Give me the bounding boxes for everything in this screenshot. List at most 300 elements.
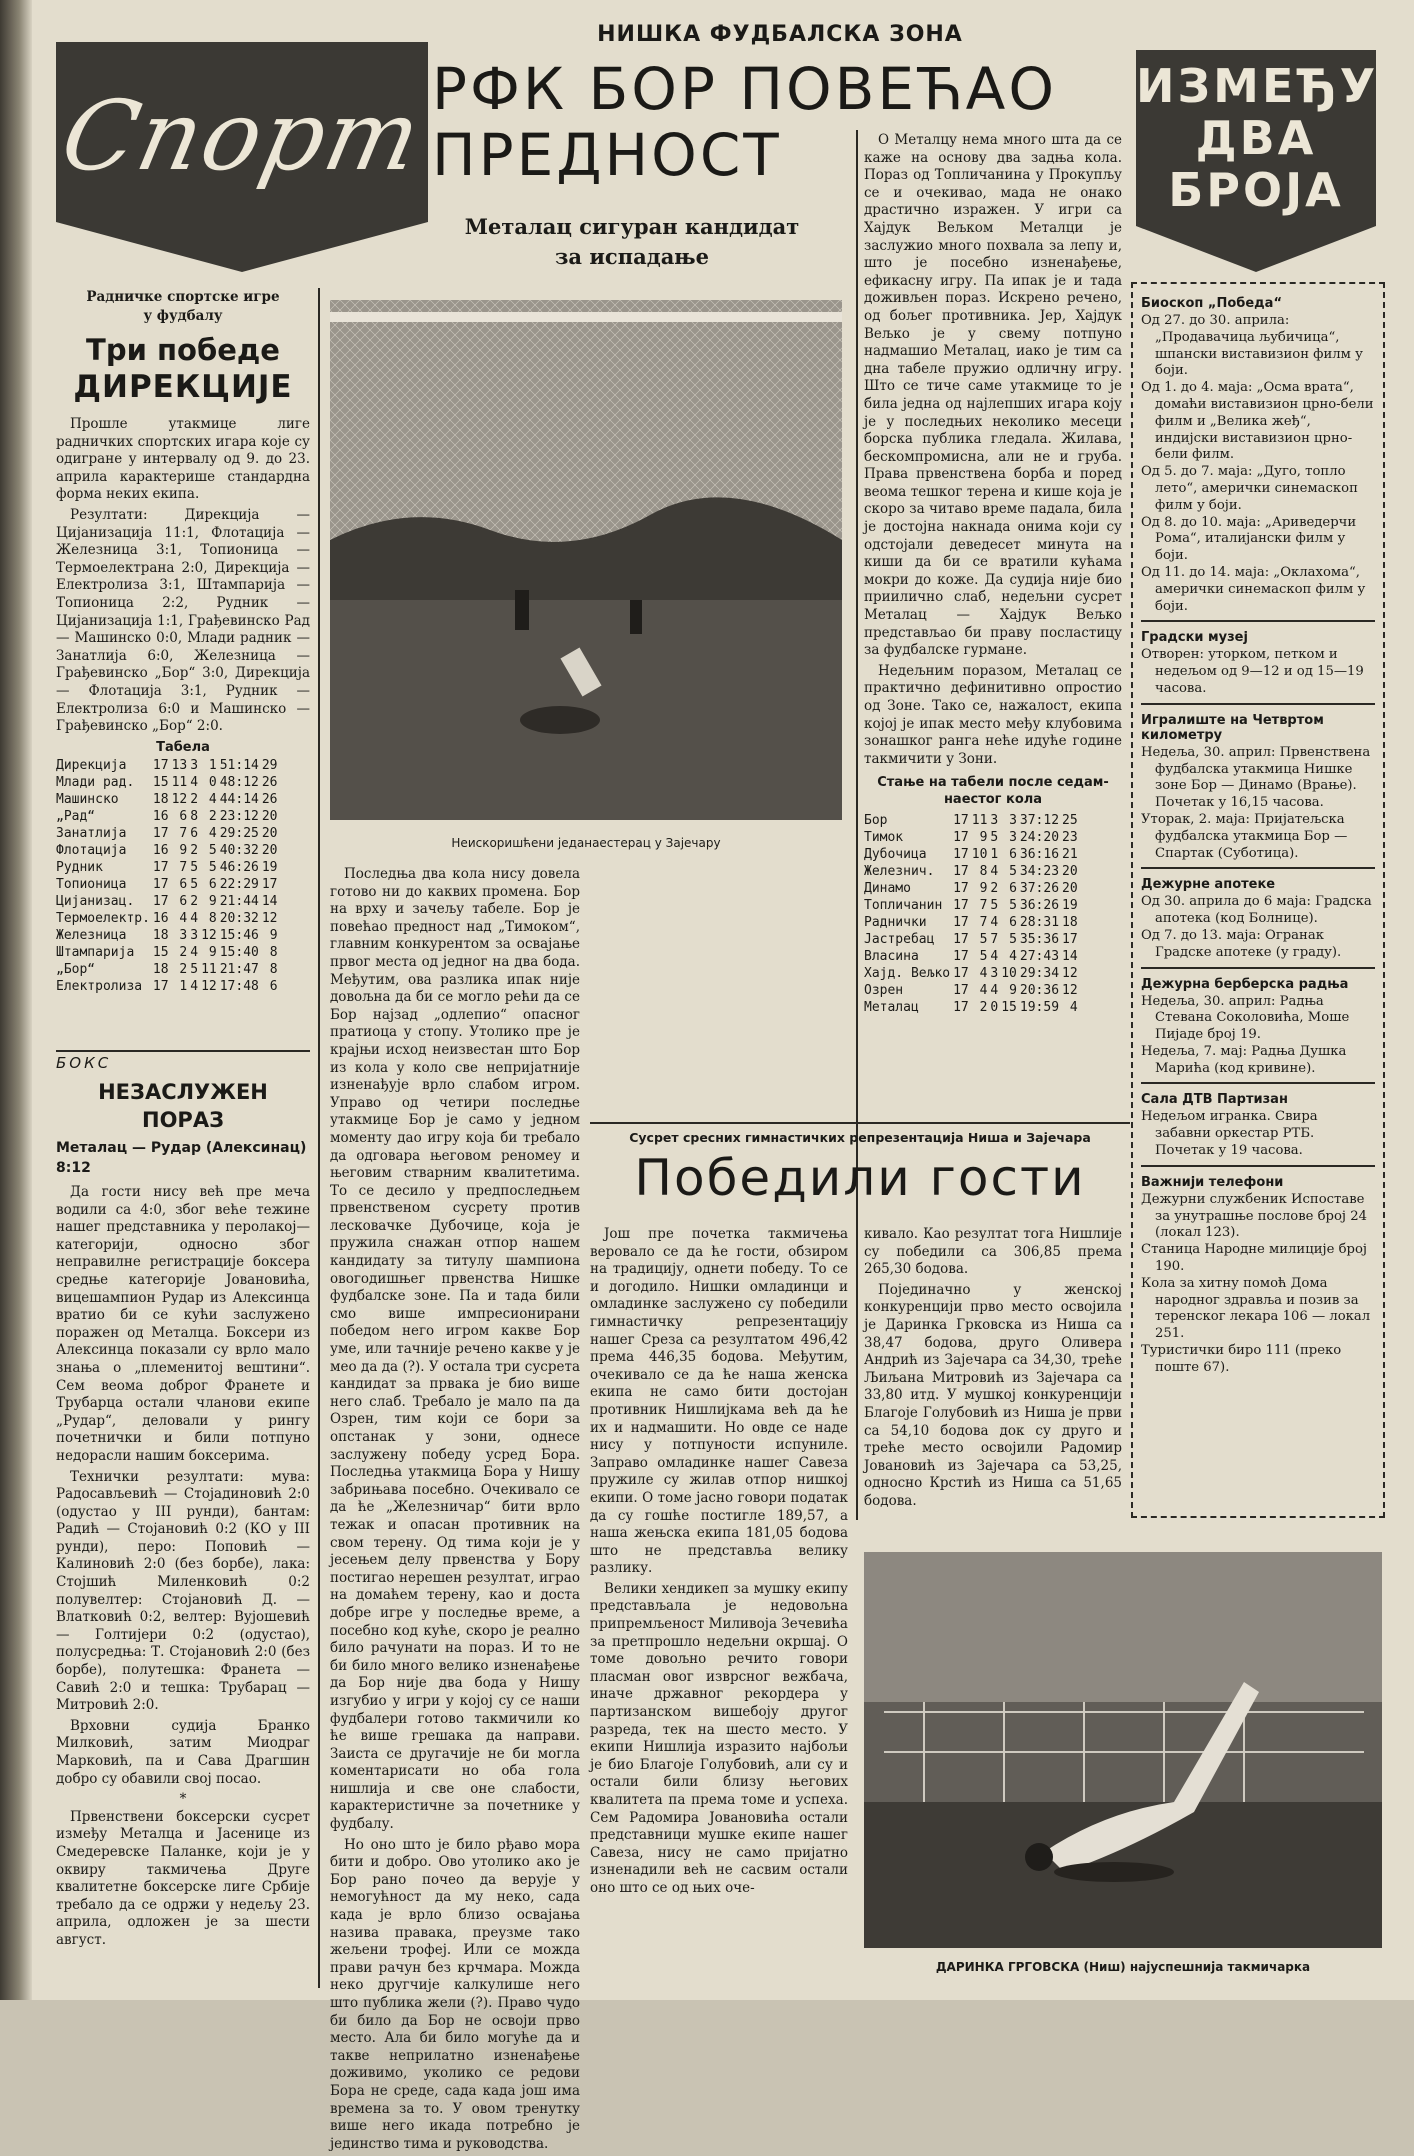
table-cell: 18 [152, 927, 169, 943]
table-cell: 4 [190, 910, 199, 926]
guide-section-title: Дежурна берберска радња [1141, 976, 1349, 992]
team-name: Топионица [56, 876, 127, 892]
table-cell: 6 [190, 825, 199, 841]
table-cell: 10 [1001, 966, 1017, 982]
boxing-paragraph-3: Врховни судија Бранко Милковић, затим Миодраг Марковић, па и Сава Драгшин добро су обавили свој посао. [56, 1717, 310, 1787]
table-cell: 19 [261, 859, 278, 875]
table-row [56, 825, 281, 842]
table-cell: 36:16 [1019, 847, 1060, 863]
table-cell: 17 [152, 893, 169, 909]
table-cell: 40:32 [219, 842, 259, 858]
table-cell: 14 [261, 893, 278, 909]
boxing-paragraph-1: Да гости нису већ пре меча водили са 4:0, због веће тежине нашег представника у перолакој—категорији, односно због неправилне регистрације боксера средње категорије Јовановића, вицешампион Рудар из Алексинца вратио би се кући заслужено поражен од Металца. Боксери из Алексинца показали су врло мало знања о „племенитој вештини“. Сем веома доброг Франете и Трубарца остали чланови екипе „Рудар“, деловали у рингу почетнички и били потпуно недорасли нашим боксерима. [56, 1184, 310, 1464]
workers-title-line2: ДИРЕКЦИЈЕ [73, 369, 293, 405]
guide-item: Дежурни службеник Испоставе за унутрашње послове број 24 (локал 123). [1141, 1191, 1367, 1241]
bor-table-title [864, 774, 1122, 808]
table-cell: 7 [979, 898, 988, 914]
table-cell: 29:34 [1019, 966, 1060, 982]
guide-item: Од 11. до 14. маја: „Оклахома“, амерички синемаскоп филм у боји. [1141, 564, 1366, 614]
table-row [56, 978, 281, 995]
gym-title: Победили гости [634, 1149, 1086, 1207]
guide-item: Од 27. до 30. априла: „Продавачица љубичица“, шпански виставизион филм у боји. [1141, 313, 1363, 379]
main-headline-line2: ПРЕДНОСТ [432, 121, 782, 189]
table-cell: 18 [1062, 915, 1078, 931]
table-cell: 17:48 [219, 978, 259, 994]
table-cell: 17 [953, 1000, 969, 1016]
table-cell: 15:40 [219, 944, 259, 960]
guide-section-title: Биоскоп „Победа“ [1141, 296, 1282, 311]
table-cell: 17 [953, 813, 969, 829]
table-cell: 16 [152, 808, 169, 824]
table-row [864, 880, 1081, 897]
table-cell: 17 [152, 825, 169, 841]
table-cell: 4 [990, 915, 999, 931]
table-cell: 6 [179, 808, 188, 824]
table-cell: 6 [208, 876, 217, 892]
table-cell: 4 [990, 983, 999, 999]
table-row [56, 774, 281, 791]
table-cell: 5 [190, 859, 199, 875]
table-row [56, 961, 281, 978]
table-row [864, 897, 1081, 914]
table-cell: 15 [152, 774, 169, 790]
table-cell: 2 [190, 842, 199, 858]
table-cell: 7 [979, 915, 988, 931]
team-name: Машинско [56, 791, 119, 807]
table-cell: 44:14 [219, 791, 259, 807]
table-cell: 7 [179, 859, 188, 875]
city-guide-list [1133, 284, 1383, 1381]
table-cell: 3 [190, 927, 199, 943]
table-cell: 17 [152, 757, 169, 773]
team-name: Цијанизац. [56, 893, 135, 909]
table-cell: 8 [269, 944, 278, 960]
table-cell: 14 [1062, 949, 1078, 965]
table-row [56, 927, 281, 944]
table-cell: 4 [979, 966, 988, 982]
table-cell: 9 [1009, 983, 1017, 999]
guide-divider [1141, 620, 1375, 622]
team-name: Озрен [864, 983, 904, 999]
table-cell: 21 [1062, 847, 1078, 863]
boxing-paragraph-2: Технички резултати: мува: Радосављевић — Стојадиновић 2:0 (одустао у III рунди), бантам: Радић — Стојановић 0:2 (КО у III рунди), перо: Поповић —Калиновић 2:0 (без борбе), лака: Стојшић Миленковић 0:2 полувелтер: Стојановић Д. — Влатковић 0:2, велтер: Вујошевић — Голтијери 0:2 (одустао), полусредња: Т. Стојановић 2:0 (без борбе), полутешка: Франета — Савић 2:0 и тешка: Трубарац — Митровић 2:0. [56, 1468, 310, 1714]
table-cell: 15 [152, 944, 169, 960]
table-cell: 4 [1069, 1000, 1078, 1016]
table-cell: 4 [990, 864, 999, 880]
table-cell: 17 [953, 898, 969, 914]
table-cell: 5 [208, 842, 217, 858]
table-cell: 1 [990, 847, 999, 863]
table-cell: 48:12 [219, 774, 259, 790]
table-row [56, 893, 281, 910]
gymnastics-article [590, 1130, 1130, 1211]
table-cell: 2 [179, 961, 188, 977]
table-cell: 23 [1062, 830, 1078, 846]
bor-paragraph-1: Последња два кола нису довела готово ни до каквих промена. Бор на врху и зачељу табеле. Бор је повећао предност над „Тимоком“, главним конкурентом за освајање првог места од једног на два бода. Међутим, ова разлика ипак није довољна да би се могло рећи да се Бор најзад „одлепио“ опасног пратиоца у стопу. Утолико пре је крајњи исход неизвестан што Бор из кола у коло све непријатније изненађује врло слабом игром. Управо од четири последње утакмице Бор је само у једном моменту дао игру која би требало да одговара његовом реномеу и његовим стварним квалитетима. То се десило у предпоследњем првенственом сусрету против лесковачке Дубочице, која је пружила снажан отпор нашем кандидату за титулу шампиона овогодишњег првенства Нишке фудбалске зоне. Па и тада били смо више импресионирани победом него игром какве Бор уме, или тачније речено какве у је мео да да (?). У остала три сусрета кандидат за првака је био више него слаб. Требало је мало па да Озрен, тим који се бори за опстанак у зони, однесе заслужену победу усред Бора. Последња утакмица Бора у Нишу забрињава посебно. Очекивало се да ће „Железничар“ бити врло тежак и опасан противник на свом терену. Од тима који је у јесењем делу првенства у Бору постигао нерешен резултат, играо на домаћем терену, као и доста добре игре у последње време, а посебно код куће, скоро је реално било рачунати на пораз. И то не би било много велико изненађење да Бор није два бода у Нишу изгубио у игри у којој су се наши фудбалери готово такмичили ко ће више грешака да направи. Заиста се другачије не би могла коментарисати но оба гола нишлија и све оне слабости, карактеристичне за почетнике у фудбалу. [330, 866, 580, 1833]
team-name: Штампарија [56, 944, 135, 960]
team-name: Динамо [864, 881, 911, 897]
guide-item: Уторак, 2. маја: Пријатељска фудбалска утакмица Бор — Спартак (Суботица). [1141, 811, 1348, 861]
gymnast-photo-caption: ДАРИНКА ГРГОВСКА (Ниш) најуспешнија такмичарка [935, 1960, 1311, 1974]
guide-section-title: Важнији телефони [1141, 1174, 1284, 1190]
table-cell: 12 [201, 978, 217, 994]
table-cell: 16 [152, 910, 169, 926]
table-cell: 17 [953, 983, 969, 999]
workers-kicker-line2: у фудбалу [143, 308, 223, 324]
table-row [864, 863, 1081, 880]
table-cell: 0 [990, 1000, 999, 1016]
bor-table-title-line1: Стање на табели после седам- [877, 775, 1109, 791]
bor-paragraph-4: Недељним поразом, Металац се практично дефинитивно опростио од Зоне. Тако се, нажалост, екипа којој је ипак место међу клубовима зонашког ранга неће идуће године такмичити у Зони. [864, 662, 1122, 767]
table-cell: 8 [269, 961, 278, 977]
divider [56, 1050, 310, 1052]
banner-right-line3: БРОЈА [1168, 163, 1344, 217]
table-cell: 2 [979, 1000, 988, 1016]
table-cell: 46:26 [219, 859, 259, 875]
table-cell: 17 [152, 978, 169, 994]
guide-item: Недеља, 30. април: Радња Стевана Соколовића, Моше Пијаде број 19. [1141, 993, 1350, 1043]
table-cell: 13 [171, 757, 188, 773]
table-cell: 15 [1001, 1000, 1017, 1016]
table-cell: 18 [152, 961, 169, 977]
table-row [56, 876, 281, 893]
table-row [56, 944, 281, 961]
team-name: Топличанин [864, 898, 943, 914]
table-cell: 6 [1009, 847, 1017, 863]
table-cell: 21:47 [219, 961, 259, 977]
guide-divider [1141, 867, 1375, 869]
table-cell: 3 [1009, 830, 1017, 846]
table-cell: 12 [201, 927, 217, 943]
table-cell: 17 [953, 864, 969, 880]
table-cell: 12 [1062, 983, 1078, 999]
table-row [56, 859, 281, 876]
table-cell: 17 [953, 932, 969, 948]
main-subhead-line2: за испадање [555, 244, 709, 269]
gym-column-a [590, 1226, 848, 1901]
team-name: Власина [864, 949, 919, 965]
table-cell: 20 [261, 842, 278, 858]
team-name: Хајд. Вељко [864, 966, 951, 982]
guide-item: Од 7. до 13. маја: Огранак Градске апотеке (у граду). [1141, 927, 1342, 960]
table-cell: 11 [201, 961, 217, 977]
boxing-rubric: БОКС [56, 1054, 112, 1072]
table-cell: 18 [152, 791, 169, 807]
table-row [864, 812, 1081, 829]
page-binding-edge [0, 0, 32, 2000]
table-cell: 2 [208, 808, 217, 824]
table-cell: 4 [190, 774, 199, 790]
football-photo [330, 300, 842, 820]
table-cell: 9 [179, 842, 188, 858]
team-name: Дубочица [864, 847, 927, 863]
boxing-separator-star: * [179, 1791, 187, 1808]
bor-paragraph-2: Но оно што је било рђаво мора бити и добро. Ово утолико ако је Бор рано почео да верује у немогућност да му неко, сада када је врло близо освајања назива правака, преузме тако жељени трофеј. Или се можда прави рачун без крчмара. Можда неко другчије калкулише него што публика жели (?). Право чудо би било да Бор не освоји прво место. Ала би било могуће да и такве неприлатно изненађење доживимо, уколико се редови Бора не среде, сада када још има времена за то. У овом тренутку више него икада потребно је јединство тима и руководства. [330, 1836, 580, 2152]
table-cell: 9 [979, 830, 988, 846]
between-issues-title [1136, 59, 1379, 217]
table-cell: 4 [979, 983, 988, 999]
guide-item: Туристички биро 111 (преко поште 67). [1141, 1343, 1342, 1375]
table-cell: 6 [179, 876, 188, 892]
table-row [56, 757, 281, 774]
banner-right-line2: ДВА [1195, 111, 1317, 165]
banner-right-line1: ИЗМЕЂУ [1136, 59, 1379, 113]
sport-banner [52, 42, 432, 272]
table-cell: 27:43 [1019, 949, 1060, 965]
guide-divider [1141, 967, 1375, 969]
guide-divider [1141, 1165, 1375, 1167]
team-name: Јастребац [864, 932, 935, 948]
table-cell: 2 [179, 944, 188, 960]
guide-item: Недељом игранка. Свира забавни оркестар РТБ. Почетак у 19 часова. [1141, 1109, 1318, 1159]
gym-paragraph-3: кивало. Као резултат тога Нишлије су победили са 306,85 према 265,30 бодова. [864, 1226, 1122, 1278]
team-name: Флотација [56, 842, 127, 858]
table-cell: 11 [171, 774, 188, 790]
table-row [864, 999, 1081, 1016]
table-cell: 12 [261, 910, 278, 926]
table-cell: 17 [953, 830, 969, 846]
city-guide-box [1131, 282, 1385, 1518]
table-row [864, 829, 1081, 846]
guide-item: Од 30. априла до 6 маја: Градска апотека (код Болнице). [1141, 894, 1372, 927]
boxing-title: НЕЗАСЛУЖЕН ПОРАЗ [98, 1080, 268, 1132]
table-cell: 8 [208, 910, 217, 926]
bor-paragraph-3: О Металцу нема много шта да се каже на основу два задња кола. Пораз од Топличанина у Прокупљу се и очекивао, мада не онако драстично изражен. У игри са Хајдук Вељком Металци је заслужио много похвала за лепу и, што је посебно изненађење, ефикасну игру. Па ипак је и тада доживљен пораз. Искрено речено, од бољег противника. Јер, Хајдук Вељко је у свему потпуно надмашио Металац, иако је тим са дна табеле пружио одличну игру. Што се тиче саме утакмице то је била једна од најлепших игара коју је у последњих неколико месеци борска публика гледала. Жилава, бескомпромисна, али не и груба. Права првенствена борба и поред веома тешког терена и кише која је скоро за читаво време падала, била је достојна накнада онима који су одстојали деведесет минута на киши да би се вратили кућама мокри до коже. Да судија није био приилично слаб, недељни сусрет Металац — Хајдук Вељко представљао би праву посластицу за фудбалске гурмане. [864, 132, 1122, 659]
table-cell: 36:26 [1019, 898, 1060, 914]
table-cell: 17 [152, 859, 169, 875]
table-cell: 0 [208, 774, 217, 790]
bor-table-title-line2: наестог кола [943, 792, 1043, 808]
table-cell: 20:36 [1019, 983, 1060, 999]
table-cell: 37:12 [1019, 813, 1060, 829]
table-cell: 16 [152, 842, 169, 858]
main-headline-line1: РФК БОР ПОВЕЋАО [432, 55, 1057, 123]
team-name: Металац [864, 1000, 919, 1016]
main-subhead-line1: Металац сигуран кандидат [464, 214, 800, 239]
between-issues-banner [1136, 50, 1379, 272]
team-name: Тимок [864, 830, 904, 846]
table-cell: 11 [971, 813, 988, 829]
table-cell: 17 [152, 876, 169, 892]
table-cell: 35:36 [1019, 932, 1060, 948]
table-cell: 4 [1009, 949, 1017, 965]
table-cell: 5 [979, 932, 988, 948]
guide-section-title: Дежурне апотеке [1141, 877, 1276, 893]
table-cell: 3 [990, 813, 999, 829]
table-cell: 9 [208, 944, 217, 960]
table-cell: 10 [971, 847, 988, 863]
table-cell: 5 [208, 859, 217, 875]
team-name: Железнич. [864, 864, 935, 880]
table-cell: 34:23 [1019, 864, 1060, 880]
gym-paragraph-4: Појединачно у женској конкуренцији прво место освојила је Даринка Грковска из Ниша са 38,47 бодова, друго Оливера Андрић из Зајечара са 34,30, треће Љиљана Митровић из Зајечара са 33,80 итд. У мушкој конкуренцији Благоје Голубовић из Ниша је први са 54,10 бодова док су друго и треће место освојили Радомир Јовановић из Зајечара са 53,25, односно Крстић из Ниша са 51,65 бодова. [864, 1281, 1122, 1509]
table-row [56, 910, 281, 927]
table-cell: 15:46 [219, 927, 259, 943]
guide-divider [1141, 703, 1375, 705]
guide-item: Од 8. до 10. маја: „Ариведерчи Рома“, италијански филм у боји. [1141, 514, 1357, 564]
table-row [56, 791, 281, 808]
table-cell: 5 [1009, 898, 1017, 914]
table-cell: 8 [979, 864, 988, 880]
boxing-body [56, 1184, 310, 1950]
team-name: Електролиза [56, 978, 143, 994]
table-cell: 19 [1062, 898, 1078, 914]
table-cell: 7 [990, 932, 999, 948]
bor-column-b [864, 132, 1122, 1016]
table-cell: 9 [269, 927, 278, 943]
table-row [864, 965, 1081, 982]
gym-column-b [864, 1226, 1122, 1514]
team-name: „Бор“ [56, 961, 96, 977]
gymnast-photo [864, 1552, 1382, 1948]
table-cell: 5 [990, 830, 999, 846]
table-cell: 29 [261, 757, 278, 773]
workers-paragraph-2: Резултати: Дирекција — Цијанизација 11:1, Флотација — Железница 3:1, Топионица — Термоелектрана 2:0, Дирекција — Електролиза 3:1, Штампарија — Топионица 2:2, Рудник — Цијанизација 1:1, Грађевинско Рад — Машинско 0:0, Млади радник — Занатлија 6:0, Железница — Грађевинско „Бор“ 3:0, Дирекција — Флотација 3:1, Рудник — Електролиза 6:0 и Машинско — Грађевинско „Бор“ 2:0. [56, 506, 310, 735]
zone-kicker: НИШКА ФУДБАЛСКА ЗОНА [597, 22, 963, 47]
workers-kicker-line1: Радничке спортске игре [86, 289, 280, 305]
team-name: Раднички [864, 915, 927, 931]
zone-league-table [864, 812, 1081, 1016]
table-cell: 1 [179, 978, 188, 994]
football-photo-caption: Неискоришћени једанаестерац у Зајечару [451, 836, 721, 850]
team-name: Термоелектр. [56, 910, 150, 926]
table-cell: 17 [1062, 932, 1078, 948]
table-cell: 3 [179, 927, 188, 943]
table-cell: 23:12 [219, 808, 259, 824]
guide-item: Од 1. до 4. маја: „Осма врата“, домаћи виставизион црно-бели филм и „Велика жеђ“, индијски виставизион црно-бели филм. [1141, 380, 1374, 463]
table-row [864, 914, 1081, 931]
divider [590, 1122, 1130, 1124]
table-cell: 5 [990, 898, 999, 914]
workers-paragraph-1: Прошле утакмице лиге радничких спортских игара које су одигране у интервалу од 9. до 23. априла карактерише стандардна форма неких екипа. [56, 416, 310, 503]
gymnast-photo-image [864, 1552, 1382, 1948]
column-rule [318, 288, 320, 1988]
gym-paragraph-1: Још пре почетка такмичења веровало се да ће гости, обзиром на традицију, однети победу. То се и догодило. Нишки омладинци и омладинке заслужено су победили гимнастичку репрезентацију нашег Среза са резултатом 496,42 према 446,35 бодова. Међутим, очекивало се да ће наша женска екипа не само бити достојан противник Нишлијкама већ да ће их и надмашити. Но овде се наде нису у потпуности испуниле. Заправо омладинке нашег Савеза пружиле су жилав отпор нишкој екипи. О томе јасно говори податак да су гошће постигле 189,57, а наша жењска екипа 181,05 бодова што не представља велику разлику. [590, 1226, 848, 1577]
table-cell: 24:20 [1019, 830, 1060, 846]
table-cell: 20 [1062, 864, 1078, 880]
table-cell: 5 [190, 961, 199, 977]
table-cell: 22:29 [219, 876, 259, 892]
table-cell: 3 [990, 966, 999, 982]
column-rule [856, 130, 858, 1520]
table-cell: 4 [208, 825, 217, 841]
table-cell: 17 [953, 949, 969, 965]
team-name: Млади рад. [56, 774, 135, 790]
team-name: „Рад“ [56, 808, 96, 824]
workers-games-article [56, 288, 310, 995]
table-cell: 20 [261, 808, 278, 824]
table-row [864, 931, 1081, 948]
table-cell: 20 [1062, 881, 1078, 897]
table-row [864, 846, 1081, 863]
table-cell: 17 [953, 915, 969, 931]
boxing-paragraph-4: Првенствени боксерски сусрет између Металца и Јасенице из Смедеревске Паланке, који је у оквиру такмичења Друге квалитетне боксерске лиге Србије требало да се одржи у недељу 23. априла, одложен је за шести август. [56, 1808, 310, 1948]
workers-table-title: Табела [156, 739, 210, 755]
table-cell: 1 [208, 757, 217, 773]
workers-title-line1: Три победе [86, 333, 280, 367]
table-cell: 4 [208, 791, 217, 807]
table-cell: 29:25 [219, 825, 259, 841]
table-cell: 17 [261, 876, 278, 892]
table-cell: 6 [179, 893, 188, 909]
table-cell: 2 [190, 893, 199, 909]
table-cell: 5 [1009, 932, 1017, 948]
table-cell: 6 [1009, 881, 1017, 897]
table-cell: 7 [179, 825, 188, 841]
table-row [56, 808, 281, 825]
table-cell: 5 [979, 949, 988, 965]
table-cell: 20:32 [219, 910, 259, 926]
table-cell: 6 [269, 978, 278, 994]
table-cell: 9 [208, 893, 217, 909]
table-cell: 4 [990, 949, 999, 965]
table-cell: 3 [1009, 813, 1017, 829]
table-cell: 2 [190, 791, 199, 807]
guide-divider [1141, 1082, 1375, 1084]
table-cell: 4 [190, 944, 199, 960]
team-name: Рудник [56, 859, 103, 875]
table-cell: 26 [261, 791, 278, 807]
football-photo-image [330, 300, 842, 820]
main-subhead [432, 212, 832, 272]
gym-kicker: Сусрет сресних гимнастичких репрезентација Ниша и Зајечара [629, 1130, 1091, 1145]
table-cell: 25 [1062, 813, 1078, 829]
table-cell: 4 [190, 978, 199, 994]
table-cell: 28:31 [1019, 915, 1060, 931]
guide-item: Од 5. до 7. маја: „Дуго, топло лето“, амерички синемаскоп филм у боји. [1141, 464, 1358, 513]
boxing-subtitle: Металац — Рудар (Алексинац) 8:12 [56, 1140, 307, 1176]
team-name: Дирекција [56, 757, 127, 773]
gym-paragraph-2: Велики хендикеп за мушку екипу представљала је недовољна припремљеност Миливоја Зечевића за претпрошло недељни окршај. О томе довољно речито говори пласман овог изврсног вежбача, иначе државног рекордера у партизанском вишебоју другог разреда, тек на шесто место. У екипи Нишлија изразито најбољи је био Благоје Голубовић, али су и остали били близу његових квалитета па према томе и успеха. Сем Радомира Јовановића остали представници мушке екипе нашег Савеза, нису не само пријатно изненадили већ не сасвим остали оно што се од њих оче- [590, 1580, 848, 1896]
table-cell: 6 [1009, 915, 1017, 931]
table-row [56, 842, 281, 859]
table-cell: 19:59 [1019, 1000, 1060, 1016]
table-cell: 3 [190, 757, 199, 773]
team-name: Бор [864, 813, 888, 829]
table-cell: 5 [190, 876, 199, 892]
table-row [864, 948, 1081, 965]
guide-section-title: Игралиште на Четвртом километру [1141, 712, 1324, 743]
team-name: Занатлија [56, 825, 127, 841]
boxing-article [56, 1054, 310, 1953]
table-cell: 4 [179, 910, 188, 926]
guide-section-title: Сала ДТВ Партизан [1141, 1092, 1288, 1108]
guide-item: Кола за хитну помоћ Дома народног здравља и позив за теренског лекара 106 — локал 251. [1141, 1275, 1371, 1342]
guide-item: Отворен: уторком, петком и недељом од 9—12 и од 15—19 часова. [1141, 647, 1364, 696]
table-cell: 17 [953, 881, 969, 897]
table-cell: 26 [261, 774, 278, 790]
guide-item: Станица Народне милиције број 190. [1141, 1242, 1367, 1275]
guide-item: Недеља, 7. мај: Радња Душка Марића (код кривине). [1141, 1043, 1347, 1076]
bor-column-a [330, 866, 580, 2156]
workers-league-table [56, 757, 281, 995]
table-cell: 17 [953, 966, 969, 982]
guide-section-title: Градски музеј [1141, 630, 1248, 646]
table-cell: 2 [990, 881, 999, 897]
table-cell: 51:14 [219, 757, 259, 773]
table-cell: 12 [171, 791, 188, 807]
table-cell: 9 [979, 881, 988, 897]
guide-item: Недеља, 30. април: Првенствена фудбалска утакмица Нишке зоне Бор — Динамо (Врање). Почетак у 16,15 часова. [1141, 744, 1371, 811]
table-cell: 21:44 [219, 893, 259, 909]
team-name: Железница [56, 927, 127, 943]
sport-banner-title: Спорт [52, 80, 432, 192]
table-row [864, 982, 1081, 999]
table-cell: 20 [261, 825, 278, 841]
table-cell: 37:26 [1019, 881, 1060, 897]
table-cell: 5 [1009, 864, 1017, 880]
table-cell: 8 [190, 808, 199, 824]
